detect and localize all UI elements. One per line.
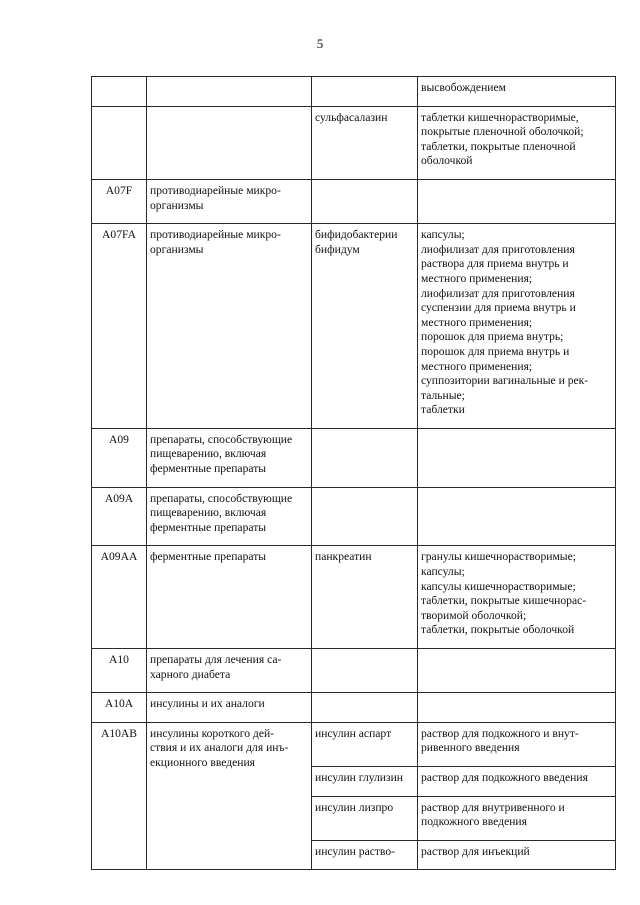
atc-code-cell	[92, 106, 147, 179]
cell-text-line: ферментные препараты	[150, 520, 267, 534]
cell-text-line: инсулин лизпро	[315, 800, 394, 814]
cell-text-line: раствор для подкожного введения	[421, 770, 588, 784]
cell-text-line: A09	[109, 432, 129, 446]
cell-text-line: бифидум	[315, 242, 360, 256]
cell-text-line: раствор для инъекций	[421, 844, 530, 858]
inn-cell	[312, 649, 418, 693]
cell-text-line: бифидобактерии	[315, 228, 398, 242]
cell-text-line: A10AB	[100, 726, 138, 740]
dosage-form-cell	[418, 224, 616, 429]
cell-text-line: суспензии для приема внутрь и	[421, 301, 576, 315]
group-name-cell	[147, 428, 312, 487]
inn-cell	[312, 487, 418, 546]
atc-code-cell	[92, 179, 147, 223]
table-row	[92, 106, 616, 179]
cell-text-line: таблетки, покрытые пленочной	[421, 139, 576, 153]
cell-text-line: A09AA	[100, 550, 138, 564]
atc-code-cell	[92, 487, 147, 546]
cell-text-line: высвобождением	[421, 81, 506, 94]
cell-text-line: суппозитории вагинальные и рек-	[421, 374, 589, 388]
table-row	[92, 487, 616, 546]
table-row	[92, 722, 616, 766]
cell-text-line: панкреатин	[315, 550, 372, 564]
inn-cell	[312, 77, 418, 107]
inn-cell	[312, 106, 418, 179]
cell-text-line: местного применения;	[421, 359, 533, 373]
atc-code-cell	[92, 224, 147, 429]
atc-code-cell	[92, 428, 147, 487]
cell-text-line: пищеварению, включая	[150, 506, 267, 520]
dosage-form-cell	[418, 77, 616, 107]
dosage-form-cell	[418, 546, 616, 649]
cell-text-line: A07F	[105, 183, 133, 197]
cell-text-line: таблетки, покрытые оболочкой	[421, 623, 575, 637]
cell-text-line: препараты, способствующие	[150, 491, 293, 505]
cell-text-line: организмы	[150, 242, 204, 256]
atc-code-cell	[92, 649, 147, 693]
dosage-form-cell	[418, 796, 616, 840]
group-name-cell	[147, 693, 312, 723]
inn-cell	[312, 722, 418, 766]
inn-cell	[312, 840, 418, 870]
cell-text-line: таблетки, покрытые кишечнорас-	[421, 594, 587, 608]
cell-text-line: инсулины короткого дей-	[150, 726, 275, 740]
cell-text-line: пищеварению, включая	[150, 447, 267, 461]
dosage-form-cell	[418, 766, 616, 796]
atc-code-cell	[92, 722, 147, 870]
medicine-registry-table	[91, 76, 616, 870]
cell-text-line: противодиарейные микро-	[150, 228, 281, 242]
table-row	[92, 224, 616, 429]
inn-cell	[312, 428, 418, 487]
cell-text-line: A10A	[104, 697, 134, 711]
cell-text-line: инсулин глулизин	[315, 770, 403, 784]
dosage-form-cell	[418, 649, 616, 693]
cell-text-line: харного диабета	[150, 667, 231, 681]
group-name-cell	[147, 224, 312, 429]
cell-text-line: противодиарейные микро-	[150, 183, 281, 197]
cell-text-line: порошок для приема внутрь;	[421, 330, 564, 344]
table-row	[92, 693, 616, 723]
cell-text-line: капсулы;	[421, 565, 465, 579]
group-name-cell	[147, 77, 312, 107]
cell-text-line: екционного введения	[150, 755, 256, 769]
group-name-cell	[147, 649, 312, 693]
dosage-form-cell	[418, 487, 616, 546]
cell-text-line: препараты для лечения са-	[150, 653, 282, 666]
dosage-form-cell	[418, 179, 616, 223]
cell-text-line: подкожного введения	[421, 815, 527, 829]
cell-text-line: инсулины и их аналоги	[150, 697, 265, 711]
table-row	[92, 649, 616, 693]
table-row	[92, 428, 616, 487]
cell-text-line: ферментные препараты	[150, 462, 267, 476]
page-number: 5	[316, 36, 324, 51]
inn-cell	[312, 796, 418, 840]
cell-text-line: ствия и их аналоги для инъ-	[150, 741, 289, 755]
cell-text-line: ферментные препараты	[150, 550, 267, 564]
cell-text-line: раствор для внутривенного и	[421, 800, 565, 814]
cell-text-line: раствора для приема внутрь и	[421, 257, 569, 271]
cell-text-line: капсулы кишечнорастворимые;	[421, 579, 576, 593]
cell-text-line: творимой оболочкой;	[421, 608, 527, 622]
inn-cell	[312, 766, 418, 796]
cell-text-line: лиофилизат для приготовления	[421, 242, 575, 256]
table-row	[92, 546, 616, 649]
cell-text-line: таблетки	[421, 403, 465, 417]
cell-text-line: ривенного введения	[421, 741, 520, 755]
cell-text-line: A10	[109, 653, 129, 666]
group-name-cell	[147, 487, 312, 546]
cell-text-line: таблетки кишечнорастворимые,	[421, 110, 579, 124]
cell-text-line: оболочкой	[421, 154, 473, 168]
group-name-cell	[147, 179, 312, 223]
cell-text-line: инсулин аспарт	[315, 726, 392, 740]
cell-text-line: гранулы кишечнорастворимые;	[421, 550, 576, 564]
dosage-form-cell	[418, 840, 616, 870]
cell-text-line: капсулы;	[421, 228, 465, 242]
dosage-form-cell	[418, 722, 616, 766]
cell-text-line: местного применения;	[421, 271, 533, 285]
atc-code-cell	[92, 77, 147, 107]
atc-code-cell	[92, 693, 147, 723]
inn-cell	[312, 693, 418, 723]
cell-text-line: порошок для приема внутрь и	[421, 344, 570, 358]
dosage-form-cell	[418, 693, 616, 723]
cell-text-line: инсулин раство-	[315, 844, 395, 858]
cell-text-line: сульфасалазин	[315, 110, 388, 124]
table-row	[92, 179, 616, 223]
dosage-form-cell	[418, 428, 616, 487]
cell-text-line: раствор для подкожного и внут-	[421, 726, 579, 740]
cell-text-line: тальные;	[421, 388, 465, 402]
group-name-cell	[147, 546, 312, 649]
dosage-form-cell	[418, 106, 616, 179]
inn-cell	[312, 546, 418, 649]
cell-text-line: покрытые пленочной оболочкой;	[421, 125, 584, 139]
group-name-cell	[147, 722, 312, 870]
inn-cell	[312, 224, 418, 429]
table-row	[92, 77, 616, 107]
group-name-cell	[147, 106, 312, 179]
atc-code-cell	[92, 546, 147, 649]
cell-text-line: организмы	[150, 198, 204, 212]
cell-text-line: A07FA	[102, 228, 136, 242]
inn-cell	[312, 179, 418, 223]
cell-text-line: местного применения;	[421, 315, 533, 329]
cell-text-line: препараты, способствующие	[150, 432, 293, 446]
cell-text-line: A09A	[104, 491, 134, 505]
table-body	[92, 77, 616, 870]
cell-text-line: лиофилизат для приготовления	[421, 286, 575, 300]
